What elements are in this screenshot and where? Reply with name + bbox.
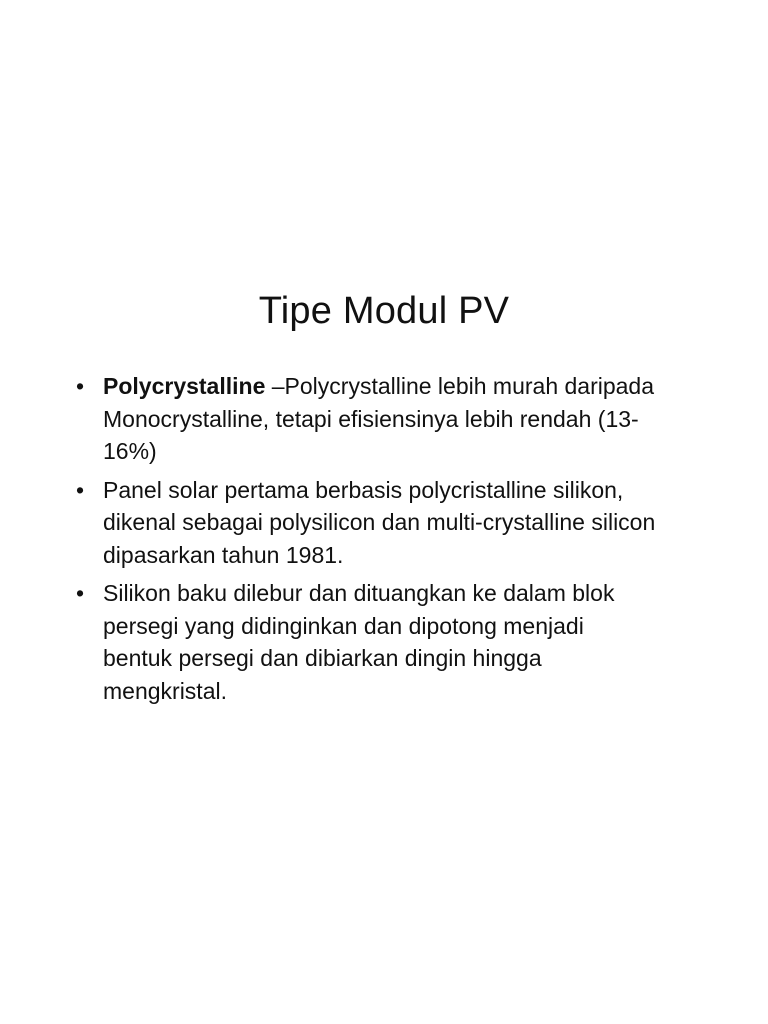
bullet-dot: •: [76, 580, 85, 606]
bullet-item-history: [76, 474, 656, 572]
bullet-item-process: [76, 577, 656, 707]
bullet-dot: •: [76, 476, 85, 503]
bullet-bold-term: Polycrystalline: [103, 373, 266, 399]
bullet-text: Silikon baku dilebur dan dituangkan ke dalam blok persegi yang didinginkan dan dipotong menjadi bentuk persegi dan dibiarkan dingin hingga mengkristal.: [103, 580, 615, 704]
bullet-text: Panel solar pertama berbasis polycristalline silikon, dikenal sebagai polysilicon dan multi-crystalline silicon dipasarkan tahun 1981.: [103, 476, 656, 568]
bullet-dot: •: [76, 373, 85, 399]
slide-title: Tipe Modul PV: [258, 290, 510, 332]
bullet-item-polycrystalline: [76, 370, 656, 468]
bullet-text: –Polycrystalline lebih murah daripada Monocrystalline, tetapi efisiensinya lebih rendah (13-16%): [103, 373, 655, 464]
bullet-list: [76, 370, 656, 713]
